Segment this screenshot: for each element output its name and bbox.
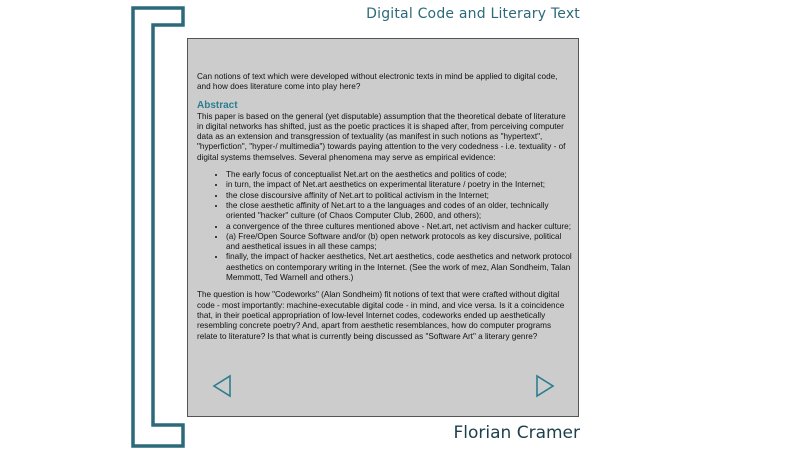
content-panel [187, 38, 579, 417]
conclusion-text: The question is how "Codeworks" (Alan Sondheim) fit notions of text that were crafted without digital code - most importantly: machine-executable digital code - in mind, and vice versa. Is it a coincidence that, in their poetical appropriation of low-level Internet codes, codeworks ended up aesthetically resembling concrete poetry? And, apart from aesthetic resemblances, how do computer programs relate to literature? Is that what is currently being discussed as "Software Art" a literary genre? [197, 290, 565, 341]
article-body [197, 72, 572, 342]
list-item: • the close aesthetic affinity of Net.art to a the languages and codes of an older, technically oriented "hacker" culture (of Chaos Computer Club, 2600, and others); [226, 201, 572, 222]
list-item: • (a) Free/Open Source Software and/or (b) open network protocols as key discursive, political and aesthetical issues in all these camps; [226, 232, 572, 253]
next-page-button[interactable] [534, 374, 556, 398]
triangle-right-icon [534, 374, 556, 398]
list-item: • the close discoursive affinity of Net.art to political activism in the Internet; [226, 191, 572, 201]
list-item: • in turn, the impact of Net.art aesthetics on experimental literature / poetry in the Internet; [226, 180, 572, 190]
page-title: Digital Code and Literary Text [366, 6, 580, 22]
abstract-heading: Abstract [197, 99, 238, 111]
abstract-text: This paper is based on the general (yet disputable) assumption that the theoretical debate of literature in digital networks has shifted, just as the poetic practices it is shaped after, from perceiving computer data as an extension and transgression of textuality (as manifest in such notions as "hypertext", "hyperfiction", "hyper-/ multimedia") towards paying attention to the very codedness - i.e. textuality - of digital systems themselves. Several phenomena may serve as empirical evidence: [197, 111, 566, 162]
bracket-decoration [131, 6, 185, 448]
author-name: Florian Cramer [453, 423, 580, 443]
triangle-left-icon [211, 374, 233, 398]
intro-question: Can notions of text which were developed without electronic texts in mind be applied to digital code, and how does literature come into play here? [197, 72, 558, 92]
previous-page-button[interactable] [211, 374, 233, 398]
list-item: • finally, the impact of hacker aesthetics, Net.art aesthetics, code aesthetics and network protocol aesthetics on contemporary writing in the Internet. (See the work of mez, Alan Sondheim, Talan Memmott, Ted Warnell and others.) [226, 252, 572, 283]
evidence-list [197, 170, 572, 283]
list-item: • The early focus of conceptualist Net.art on the aesthetics and politics of code; [226, 170, 572, 180]
list-item: • a convergence of the three cultures mentioned above - Net.art, net activism and hacker culture; [226, 222, 572, 232]
